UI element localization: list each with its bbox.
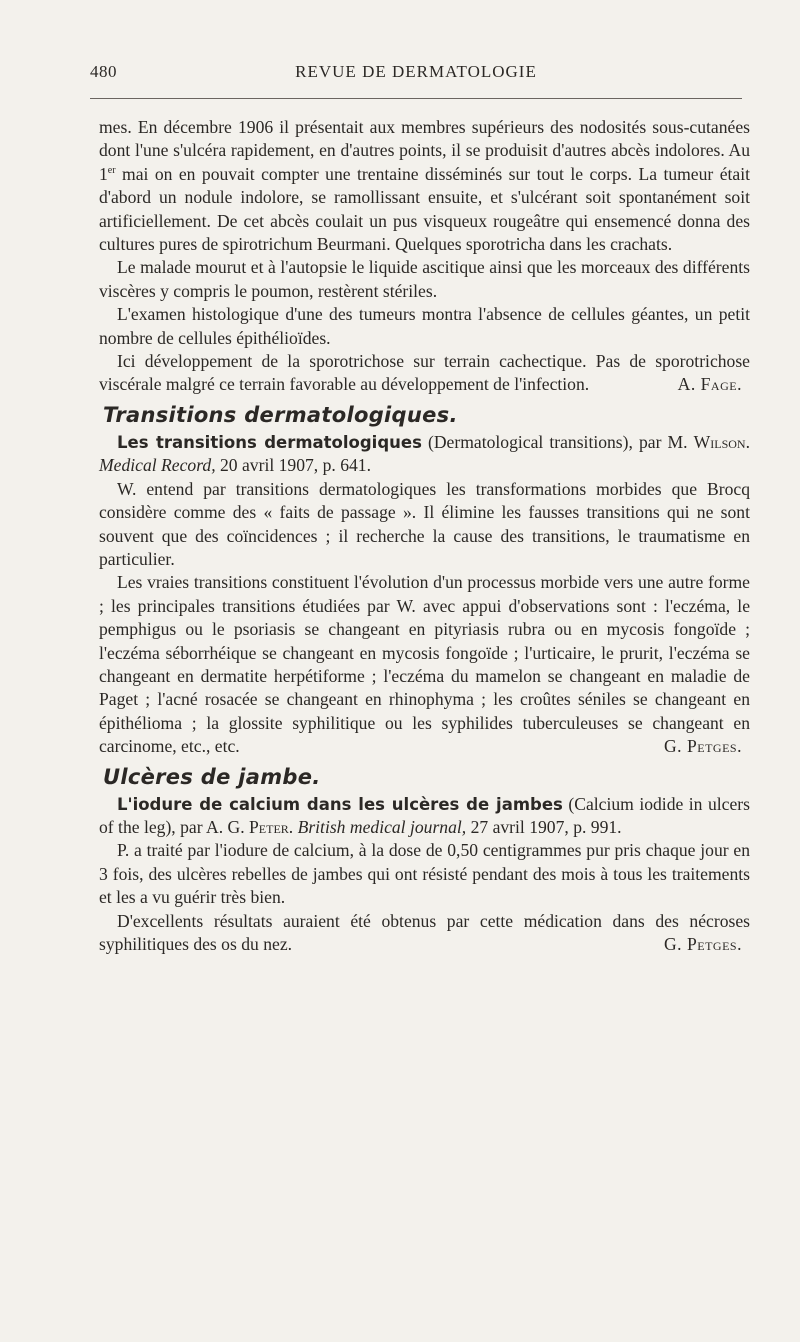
article-title: L'iodure de calcium dans les ulcères de jambes [117,794,563,814]
paragraph: D'excellents résultats auraient été obtenus par cette médication dans des nécroses syphilitiques des os du nez. G. Petges. [99,910,750,957]
article-title: Les transitions dermatologiques [117,432,422,452]
paragraph: Le malade mourut et à l'autopsie le liquide ascitique ainsi que les morceaux des différents viscères y compris le poumon, restèrent stériles. [99,257,750,301]
paragraph: Ici développement de la sporotrichose sur terrain cachectique. Pas de sporotrichose viscérale malgré ce terrain favorable au développement de l'infection. A. Fage. [99,350,750,397]
section-title: Ulcères de jambe. [103,764,321,789]
article-author: Peter [249,816,289,837]
journal-name: British medical journal, [297,816,467,837]
header-rule [90,98,742,99]
page-number: 480 [90,62,117,81]
journal-title: REVUE DE DERMATOLOGIE [295,62,537,81]
article-body [99,116,750,956]
paragraph: P. a traité par l'iodure de calcium, à la dose de 0,50 centigrammes pur pris chaque jour en 3 fois, des ulcères rebelles de jambes qui ont résisté pendant des mois à tous les traitements et les a vu guérir très bien. [99,840,750,908]
paragraph: W. entend par transitions dermatologiques les transformations morbides que Brocq considère comme des « faits de passage ». Il élimine les fausses transitions qui ne sont souvent que des coïncidences ; il recherche la cause des transitions, le traumatisme en particulier. [99,478,750,569]
author-signature: A. Fage. [677,374,742,395]
article-author: Wilson [693,431,746,452]
paragraph-continuation: mes. En décembre 1906 il présentait aux membres supérieurs des nodosités sous-cutanées dont l'une s'ulcéra rapidement, en d'autres points, il se produisit d'autres abcès indolores. Au 1er mai on en pouvait compter une trentaine disséminés sur tout le corps. La tumeur était d'abord un nodule indolore, se ramollissant ensuite, et s'ulcérant soit spontanément soit artificiellement. De cet abcès coulait un pus visqueux rougeâtre qui ensemencé donna des cultures pures de spirotrichum Beurmani. Quelques sporotricha dans les crachats. [99,117,750,255]
ordinal: 1er [99,163,116,184]
paragraph: Les vraies transitions constituent l'évolution d'un processus morbide vers une autre forme ; les principales transitions étudiées par W. avec appui d'observations sont : l'eczéma, le pemphigus ou le psoriasis se changeant en pityriasis rubra ou en mycosis fongoïde ; l'eczéma séborrhéique se changeant en mycosis fongoïde ; l'urticaire, le prurit, l'eczéma se changeant en dermatite herpétiforme ; l'eczéma du mamelon se changeant en maladie de Paget ; l'acné rosacée se changeant en rhinophyma ; les croûtes séniles se changeant en épithélioma ; la glossite syphilitique ou les syphilides tuberculeuses se changeant en carcinome, etc., etc. G. Petges. [99,571,750,758]
page-header [90,62,742,86]
article-reference: Les transitions dermatologiques (Dermatological transitions), par M. Wilson. Medical Record, 20 avril 1907, p. 641. [99,431,750,476]
section-title: Transitions dermatologiques. [103,402,458,427]
author-signature: G. Petges. [663,736,742,757]
paragraph: L'examen histologique d'une des tumeurs montra l'absence de cellules géantes, un petit nombre de cellules épithélioïdes. [99,304,750,348]
author-signature: G. Petges. [663,934,742,954]
article-reference: L'iodure de calcium dans les ulcères de jambes (Calcium iodide in ulcers of the leg), par A. G. Peter. British medical journal, 27 avril 1907, p. 991. [99,793,750,837]
journal-name: Medical Record, [99,455,216,476]
